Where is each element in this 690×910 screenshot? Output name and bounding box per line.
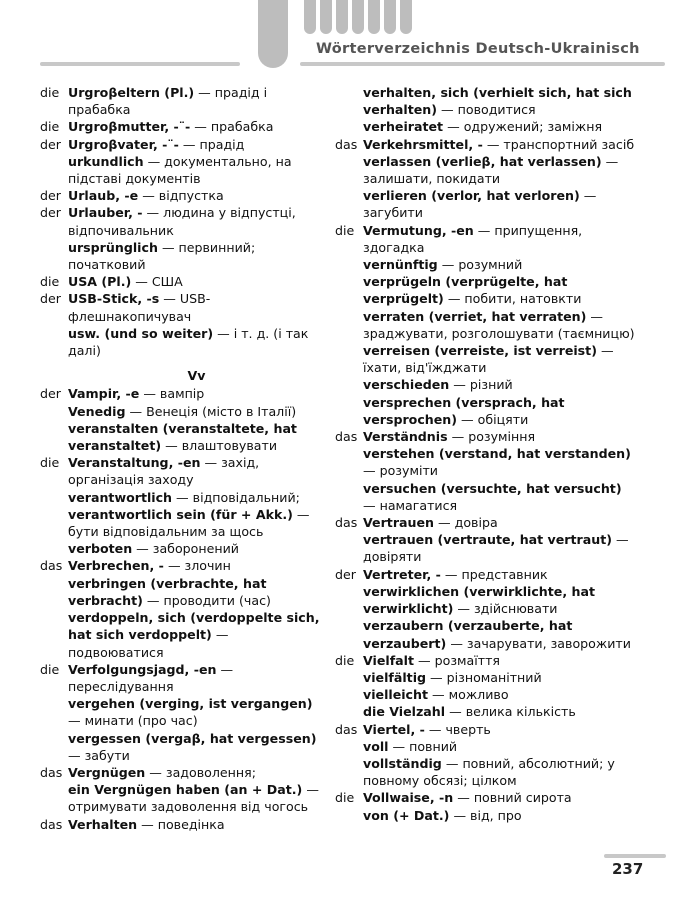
entry-article: die bbox=[40, 85, 60, 100]
entry-headword: Urgroβeltern (Pl.) bbox=[68, 85, 195, 100]
entry-headword: USB-Stick, -s bbox=[68, 291, 160, 307]
entry-body bbox=[363, 721, 635, 738]
dictionary-entry bbox=[40, 454, 325, 488]
entry-body bbox=[363, 376, 635, 393]
entry-body bbox=[68, 489, 325, 506]
entry-article: das bbox=[335, 136, 358, 152]
entry-headword: Vollwaise, -n bbox=[363, 790, 454, 806]
entry-body bbox=[363, 703, 635, 720]
dictionary-entry bbox=[335, 566, 635, 583]
entry-article bbox=[335, 480, 363, 514]
entry-article bbox=[40, 695, 68, 729]
header-tabs bbox=[258, 0, 338, 68]
left-column bbox=[40, 84, 325, 833]
entry-translation: — первинний; початковий bbox=[68, 239, 256, 273]
dictionary-entry bbox=[40, 575, 325, 609]
entry-body bbox=[363, 514, 635, 531]
entry-article: das bbox=[40, 816, 63, 832]
entry-body bbox=[363, 428, 635, 445]
entry-article bbox=[335, 118, 363, 135]
dictionary-entry bbox=[335, 531, 635, 565]
entry-body bbox=[363, 686, 635, 703]
entry-headword: versuchen (versuchte, hat versucht) bbox=[363, 480, 622, 496]
dictionary-entry bbox=[335, 136, 635, 153]
entry-article bbox=[40, 609, 68, 661]
entry-translation: — влаштовувати bbox=[165, 438, 278, 454]
dictionary-entry bbox=[40, 781, 325, 815]
entry-article: die bbox=[335, 790, 355, 806]
entry-translation: — зраджувати, розголошувати (таємницю) bbox=[363, 308, 635, 341]
entry-headword: ursprünglich bbox=[68, 239, 158, 255]
dictionary-entry bbox=[335, 153, 635, 187]
dictionary-entry bbox=[40, 403, 325, 420]
entry-body bbox=[363, 273, 635, 307]
dictionary-entry bbox=[40, 764, 325, 781]
page-title: Wörterverzeichnis Deutsch-Ukrainisch bbox=[316, 41, 640, 57]
entry-translation: — велика кількість bbox=[449, 704, 576, 720]
entry-headword: vergessen (vergaβ, hat vergessen) bbox=[68, 730, 317, 746]
dictionary-entry bbox=[335, 807, 635, 824]
entry-article bbox=[335, 617, 363, 651]
entry-body bbox=[68, 187, 325, 204]
entry-article bbox=[335, 153, 363, 187]
entry-headword: verstehen (verstand, hat verstanden) bbox=[363, 446, 631, 462]
dictionary-entry bbox=[335, 617, 635, 651]
entry-headword: Vertreter, - bbox=[363, 566, 441, 582]
entry-body bbox=[363, 394, 635, 428]
entry-translation: — переслідування bbox=[68, 661, 234, 694]
dictionary-entry bbox=[40, 557, 325, 574]
entry-translation: — злочин bbox=[167, 558, 231, 574]
entry-headword: vergehen (verging, ist vergangen) bbox=[68, 696, 313, 712]
entry-article bbox=[40, 540, 68, 557]
entry-body bbox=[363, 807, 635, 824]
entry-article: die bbox=[40, 455, 60, 471]
dictionary-entry bbox=[40, 325, 325, 359]
entry-body bbox=[68, 385, 325, 402]
entry-headword: USA (Pl.) bbox=[68, 274, 132, 290]
entry-translation: — США bbox=[135, 274, 183, 290]
entry-translation: — проводити (час) bbox=[146, 592, 271, 608]
entry-translation: — розумний bbox=[441, 257, 523, 273]
dictionary-entry bbox=[40, 239, 325, 273]
entry-headword: verwirklichen (verwirklichte, hat verwirklicht) bbox=[363, 583, 595, 617]
entry-article bbox=[335, 187, 363, 221]
dictionary-entry bbox=[335, 118, 635, 135]
entry-article bbox=[40, 506, 68, 540]
dictionary-entry bbox=[335, 686, 635, 703]
entry-body bbox=[68, 153, 325, 187]
entry-translation: — отримувати задоволення від чогось bbox=[68, 782, 319, 815]
dictionary-entry bbox=[40, 816, 325, 833]
entry-headword: verboten bbox=[68, 541, 133, 557]
dictionary-entry bbox=[335, 428, 635, 445]
entry-headword: verprügeln (verprügelte, hat verprügelt) bbox=[363, 274, 568, 307]
entry-body bbox=[68, 816, 325, 833]
entry-article: das bbox=[335, 721, 358, 737]
entry-translation: — транспортний засіб bbox=[486, 136, 635, 152]
entry-body bbox=[68, 764, 325, 781]
entry-body bbox=[363, 789, 635, 806]
entry-article bbox=[335, 807, 363, 824]
dictionary-entry bbox=[335, 669, 635, 686]
entry-article: das bbox=[40, 558, 63, 574]
entry-translation: — різний bbox=[453, 377, 513, 393]
entry-body bbox=[363, 342, 635, 376]
entry-article bbox=[40, 153, 68, 187]
entry-translation: — подвоюватися bbox=[68, 627, 229, 660]
entry-headword: verdoppeln, sich (verdoppelte sich, hat sich verdoppelt) bbox=[68, 610, 320, 643]
entry-translation: — забути bbox=[68, 747, 130, 763]
entry-translation: — зачарувати, заворожити bbox=[450, 635, 631, 651]
entry-headword: Vertrauen bbox=[363, 515, 435, 531]
entry-headword: veranstalten (veranstaltete, hat veranstaltet) bbox=[68, 420, 297, 454]
header-rule-right bbox=[300, 62, 665, 66]
entry-article: das bbox=[40, 764, 63, 780]
entry-body bbox=[68, 454, 325, 488]
entry-article bbox=[335, 84, 363, 118]
entry-body bbox=[363, 755, 635, 789]
dictionary-entry bbox=[40, 506, 325, 540]
entry-headword: Urgroβvater, -¨- bbox=[68, 136, 179, 152]
entry-headword: verzaubern (verzauberte, hat verzaubert) bbox=[363, 618, 573, 651]
entry-body bbox=[68, 609, 325, 661]
entry-article bbox=[335, 738, 363, 755]
header-rule-left bbox=[40, 62, 240, 66]
entry-headword: Urlauber, - bbox=[68, 205, 143, 221]
entry-body bbox=[68, 204, 325, 238]
entry-headword: Verfolgungsjagd, -en bbox=[68, 661, 217, 677]
entry-headword: vertrauen (vertraute, hat vertraut) bbox=[363, 532, 612, 548]
dictionary-entry bbox=[335, 703, 635, 720]
entry-translation: — намагатися bbox=[363, 497, 458, 513]
entry-translation: — чверть bbox=[428, 721, 491, 737]
entry-translation: — документально, на підставі документів bbox=[68, 153, 292, 187]
entry-headword: vollständig bbox=[363, 755, 442, 771]
entry-translation: — їхати, від'їжджати bbox=[363, 343, 614, 376]
entry-body bbox=[68, 290, 325, 324]
entry-headword: Urgroβmutter, -¨- bbox=[68, 119, 191, 135]
entry-article bbox=[335, 376, 363, 393]
entry-translation: — довіряти bbox=[363, 532, 629, 565]
entry-translation: — задоволення; bbox=[149, 764, 256, 780]
dictionary-entry bbox=[40, 609, 325, 661]
entry-headword: verlassen (verlieβ, hat verlassen) bbox=[363, 153, 602, 169]
entry-body bbox=[363, 617, 635, 651]
entry-translation: — відповідальний; bbox=[176, 489, 300, 505]
dictionary-entry bbox=[40, 153, 325, 187]
entry-headword: verhalten, sich (verhielt sich, hat sich verhalten) bbox=[363, 85, 632, 118]
dictionary-entry bbox=[40, 187, 325, 204]
entry-headword: die Vielzahl bbox=[363, 704, 446, 720]
entry-article: die bbox=[335, 222, 355, 238]
entry-body bbox=[68, 420, 325, 454]
entry-translation: — прабабка bbox=[194, 119, 274, 135]
entry-translation: — розуміти bbox=[363, 463, 438, 479]
section-letter: Vv bbox=[187, 368, 206, 384]
dictionary-entry bbox=[335, 583, 635, 617]
entry-body bbox=[68, 575, 325, 609]
entry-translation: — можливо bbox=[432, 687, 509, 703]
entry-article bbox=[335, 342, 363, 376]
entry-article bbox=[335, 669, 363, 686]
page-number: 237 bbox=[612, 860, 644, 878]
entry-body bbox=[363, 153, 635, 187]
entry-article bbox=[335, 308, 363, 342]
entry-article bbox=[40, 239, 68, 273]
entry-body bbox=[363, 187, 635, 221]
right-column bbox=[335, 84, 635, 824]
entry-body bbox=[363, 84, 635, 118]
dictionary-entry bbox=[335, 308, 635, 342]
entry-article: der bbox=[40, 188, 61, 204]
dictionary-entry bbox=[335, 84, 635, 118]
entry-body bbox=[363, 308, 635, 342]
dictionary-entry bbox=[335, 789, 635, 806]
entry-headword: verantwortlich bbox=[68, 489, 173, 505]
dictionary-entry bbox=[335, 187, 635, 221]
entry-headword: Verkehrsmittel, - bbox=[363, 136, 483, 152]
dictionary-entry bbox=[40, 695, 325, 729]
entry-article: die bbox=[40, 119, 60, 135]
dictionary-entry bbox=[40, 118, 325, 135]
entry-headword: versprechen (versprach, hat versprochen) bbox=[363, 394, 565, 427]
entry-translation: — Венеція (місто в Італії) bbox=[129, 403, 297, 419]
dictionary-entry bbox=[40, 489, 325, 506]
entry-translation: — обіцяти bbox=[461, 411, 529, 427]
entry-headword: Verständnis bbox=[363, 429, 448, 445]
header-tabs-right bbox=[340, 0, 470, 68]
header-tab bbox=[352, 0, 364, 34]
entry-article bbox=[40, 575, 68, 609]
dictionary-entry bbox=[40, 661, 325, 695]
header-tab bbox=[258, 0, 288, 68]
dictionary-entry bbox=[335, 394, 635, 428]
entry-translation: — поведінка bbox=[141, 816, 225, 832]
dictionary-entry bbox=[335, 755, 635, 789]
entry-body bbox=[363, 583, 635, 617]
dictionary-entry bbox=[335, 222, 635, 256]
entry-translation: — минати (про час) bbox=[68, 713, 198, 729]
entry-body bbox=[68, 540, 325, 557]
entry-article bbox=[335, 256, 363, 273]
entry-body bbox=[68, 239, 325, 273]
entry-headword: Vielfalt bbox=[363, 652, 415, 668]
entry-translation: — від, про bbox=[453, 807, 522, 823]
footer-rule bbox=[604, 854, 666, 858]
dictionary-entry bbox=[335, 445, 635, 479]
dictionary-entry bbox=[40, 273, 325, 290]
entry-translation: — повний сирота bbox=[457, 790, 572, 806]
entry-translation: — залишати, покидати bbox=[363, 153, 619, 187]
entry-headword: Vampir, -e bbox=[68, 386, 140, 402]
dictionary-entry bbox=[335, 738, 635, 755]
dictionary-entry bbox=[40, 84, 325, 118]
entry-translation: — припущення, здогадка bbox=[363, 222, 583, 255]
entry-headword: Verhalten bbox=[68, 816, 138, 832]
dictionary-entry bbox=[40, 136, 325, 153]
entry-body bbox=[363, 136, 635, 153]
entry-article bbox=[40, 325, 68, 359]
entry-translation: — прадід bbox=[182, 136, 245, 152]
entry-translation: — повний bbox=[392, 738, 458, 754]
entry-body bbox=[363, 480, 635, 514]
entry-article bbox=[335, 755, 363, 789]
entry-translation: — загубити bbox=[363, 188, 597, 221]
dictionary-entry bbox=[40, 204, 325, 238]
entry-headword: verlieren (verlor, hat verloren) bbox=[363, 188, 580, 204]
header-tab bbox=[400, 0, 412, 34]
header-tab bbox=[304, 0, 316, 34]
header-tab bbox=[368, 0, 380, 34]
entry-translation: — розмаїття bbox=[418, 652, 500, 668]
entry-article: die bbox=[335, 652, 355, 668]
entry-headword: verreisen (verreiste, ist verreist) bbox=[363, 343, 597, 359]
entry-translation: — представник bbox=[444, 566, 548, 582]
entry-body bbox=[363, 531, 635, 565]
entry-translation: — прадід і прабабка bbox=[68, 85, 268, 118]
entry-article bbox=[40, 403, 68, 420]
entry-article: das bbox=[335, 515, 358, 531]
entry-body bbox=[68, 403, 325, 420]
entry-body bbox=[68, 325, 325, 359]
entry-translation: — людина у відпустці, відпочивальник bbox=[68, 205, 296, 238]
entry-body bbox=[363, 566, 635, 583]
entry-body bbox=[68, 84, 325, 118]
dictionary-entry bbox=[40, 290, 325, 324]
entry-translation: — USB-флешнакопичувач bbox=[68, 291, 211, 324]
entry-headword: urkundlich bbox=[68, 153, 144, 169]
entry-article: der bbox=[40, 136, 61, 152]
entry-translation: — різноманітний bbox=[430, 669, 542, 685]
entry-headword: Verbrechen, - bbox=[68, 558, 164, 574]
entry-article: die bbox=[40, 661, 60, 677]
entry-body bbox=[68, 118, 325, 135]
entry-article: der bbox=[40, 205, 61, 221]
entry-body bbox=[68, 557, 325, 574]
dictionary-entry bbox=[335, 480, 635, 514]
dictionary-entry bbox=[335, 652, 635, 669]
entry-article bbox=[335, 273, 363, 307]
entry-headword: von (+ Dat.) bbox=[363, 807, 450, 823]
entry-headword: verbringen (verbrachte, hat verbracht) bbox=[68, 575, 267, 608]
entry-article bbox=[40, 730, 68, 764]
entry-article bbox=[335, 394, 363, 428]
entry-body bbox=[68, 506, 325, 540]
entry-headword: Vergnügen bbox=[68, 764, 146, 780]
entry-headword: verraten (verriet, hat verraten) bbox=[363, 308, 587, 324]
entry-body bbox=[363, 738, 635, 755]
dictionary-entry bbox=[335, 514, 635, 531]
entry-article: der bbox=[335, 566, 356, 582]
entry-headword: Veranstaltung, -en bbox=[68, 455, 201, 471]
entry-headword: Vermutung, -en bbox=[363, 222, 474, 238]
entry-headword: Venedig bbox=[68, 403, 126, 419]
entry-body bbox=[363, 669, 635, 686]
entry-body bbox=[68, 781, 325, 815]
entry-headword: voll bbox=[363, 738, 389, 754]
entry-translation: — захід, організація заходу bbox=[68, 455, 260, 488]
entry-article: der bbox=[40, 386, 61, 402]
dictionary-entry bbox=[335, 721, 635, 738]
entry-translation: — здійснювати bbox=[457, 601, 558, 617]
dictionary-entry bbox=[335, 273, 635, 307]
entry-article bbox=[40, 420, 68, 454]
entry-body bbox=[363, 256, 635, 273]
entry-body bbox=[68, 695, 325, 729]
entry-translation: — заборонений bbox=[136, 541, 239, 557]
dictionary-entry bbox=[335, 376, 635, 393]
header-tab bbox=[320, 0, 332, 34]
dictionary-entry bbox=[335, 342, 635, 376]
dictionary-entry bbox=[335, 256, 635, 273]
entry-article: das bbox=[335, 429, 358, 445]
entry-article: die bbox=[40, 274, 60, 290]
entry-body bbox=[363, 118, 635, 135]
dictionary-entry bbox=[40, 540, 325, 557]
entry-translation: — довіра bbox=[438, 515, 498, 531]
entry-body bbox=[363, 445, 635, 479]
entry-translation: — розуміння bbox=[451, 429, 536, 445]
entry-translation: — і т. д. (і так далі) bbox=[68, 325, 309, 359]
entry-headword: verheiratet bbox=[363, 119, 444, 135]
entry-body bbox=[68, 136, 325, 153]
entry-translation: — відпустка bbox=[142, 188, 224, 204]
entry-article bbox=[335, 583, 363, 617]
entry-translation: — одружений; заміжня bbox=[447, 119, 603, 135]
entry-article bbox=[335, 703, 363, 720]
entry-article bbox=[40, 489, 68, 506]
entry-article bbox=[40, 781, 68, 815]
entry-body bbox=[363, 222, 635, 256]
entry-translation: — поводитися bbox=[441, 102, 536, 118]
entry-headword: usw. (und so weiter) bbox=[68, 325, 214, 341]
entry-translation: — бути відповідальним за щось bbox=[68, 506, 310, 540]
entry-article bbox=[335, 445, 363, 479]
entry-headword: verschieden bbox=[363, 377, 450, 393]
entry-body bbox=[68, 661, 325, 695]
dictionary-entry bbox=[40, 730, 325, 764]
entry-article bbox=[335, 686, 363, 703]
entry-headword: verantwortlich sein (für + Akk.) bbox=[68, 506, 293, 522]
entry-body bbox=[68, 730, 325, 764]
dictionary-entry bbox=[40, 420, 325, 454]
entry-translation: — вампір bbox=[143, 386, 205, 402]
entry-article: der bbox=[40, 291, 61, 307]
dictionary-entry bbox=[40, 385, 325, 402]
header-tab bbox=[384, 0, 396, 34]
entry-translation: — повний, абсолютний; у повному обсязі; цілком bbox=[363, 755, 615, 789]
entry-headword: Viertel, - bbox=[363, 721, 425, 737]
entry-headword: ein Vergnügen haben (an + Dat.) bbox=[68, 782, 303, 798]
entry-translation: — побити, натовкти bbox=[447, 291, 582, 307]
entry-body bbox=[363, 652, 635, 669]
entry-headword: vielleicht bbox=[363, 687, 429, 703]
entry-headword: vielfältig bbox=[363, 669, 427, 685]
entry-body bbox=[68, 273, 325, 290]
entry-headword: vernünftig bbox=[363, 257, 438, 273]
entry-article bbox=[335, 531, 363, 565]
entry-headword: Urlaub, -e bbox=[68, 188, 139, 204]
